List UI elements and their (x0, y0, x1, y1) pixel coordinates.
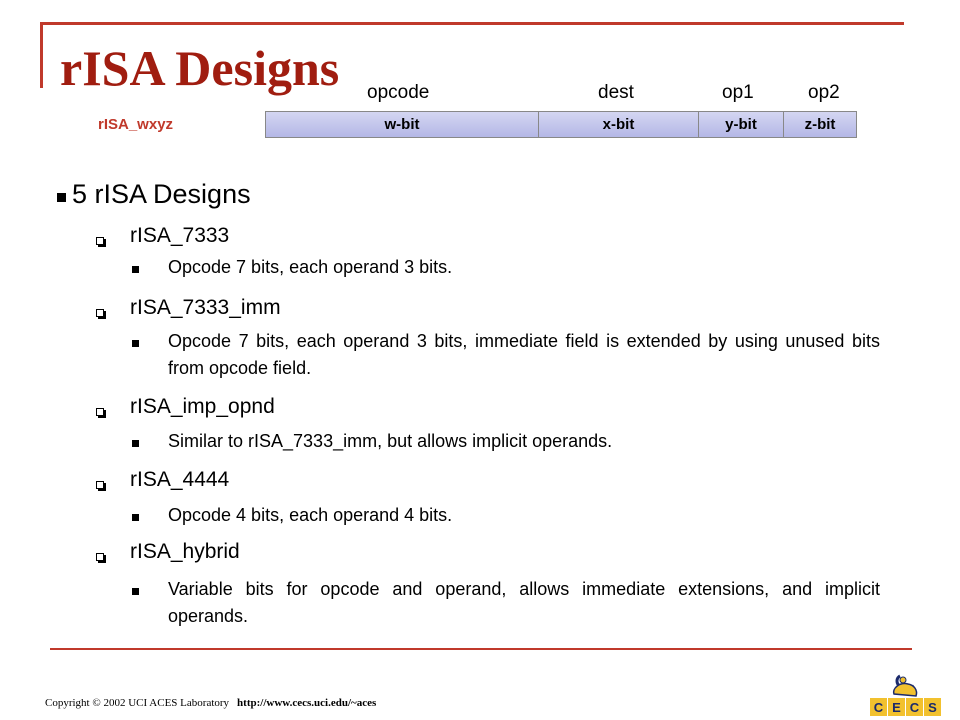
field-label-op1: op1 (722, 82, 754, 103)
small-square-bullet-icon (132, 514, 139, 521)
hollow-square-bullet-icon (96, 553, 104, 561)
design-name: rISA_4444 (130, 468, 230, 491)
field-y-bit: y-bit (699, 112, 784, 137)
logo-letter: S (928, 700, 937, 715)
field-x-bit: x-bit (539, 112, 699, 137)
design-description: Opcode 7 bits, each operand 3 bits, immediate field is extended by using unused bits from opcode field. (168, 331, 880, 378)
bottom-rule (50, 648, 912, 650)
small-square-bullet-icon (132, 266, 139, 273)
left-rule (40, 22, 43, 88)
design-description: Variable bits for opcode and operand, allows immediate extensions, and implicit operands. (168, 579, 880, 626)
logo-letter: C (873, 700, 884, 715)
format-name: rISA_wxyz (98, 116, 174, 133)
footer (45, 697, 376, 709)
design-name: rISA_7333 (130, 224, 230, 247)
hollow-square-bullet-icon (96, 309, 104, 317)
hollow-square-bullet-icon (96, 481, 104, 489)
design-name: rISA_hybrid (130, 540, 240, 563)
slide-title: rISA Designs (60, 40, 340, 96)
top-rule (40, 22, 904, 25)
main-bullet-text: 5 rISA Designs (72, 179, 251, 209)
logo-letter: E (892, 700, 901, 715)
hollow-square-bullet-icon (96, 237, 104, 245)
small-square-bullet-icon (132, 340, 139, 347)
small-square-bullet-icon (132, 588, 139, 595)
logo-letter: C (909, 700, 920, 715)
hollow-square-bullet-icon (96, 408, 104, 416)
copyright-text: Copyright © 2002 UCI ACES Laboratory (45, 697, 230, 709)
cecs-logo-icon (870, 672, 942, 718)
field-z-bit: z-bit (804, 116, 836, 133)
design-description: Similar to rISA_7333_imm, but allows implicit operands. (168, 431, 613, 451)
design-name: rISA_imp_opnd (130, 395, 275, 418)
field-label-op2: op2 (808, 82, 840, 103)
field-label-opcode: opcode (367, 82, 430, 103)
design-name: rISA_7333_imm (130, 296, 281, 319)
design-description: Opcode 4 bits, each operand 4 bits. (168, 505, 453, 525)
field-w-bit: w-bit (266, 112, 539, 137)
field-label-dest: dest (598, 82, 634, 103)
small-square-bullet-icon (132, 440, 139, 447)
design-description: Opcode 7 bits, each operand 3 bits. (168, 257, 453, 277)
instruction-format-diagram (265, 111, 857, 138)
square-bullet-icon (57, 193, 66, 202)
footer-url[interactable]: http://www.cecs.uci.edu/~aces (237, 697, 377, 709)
